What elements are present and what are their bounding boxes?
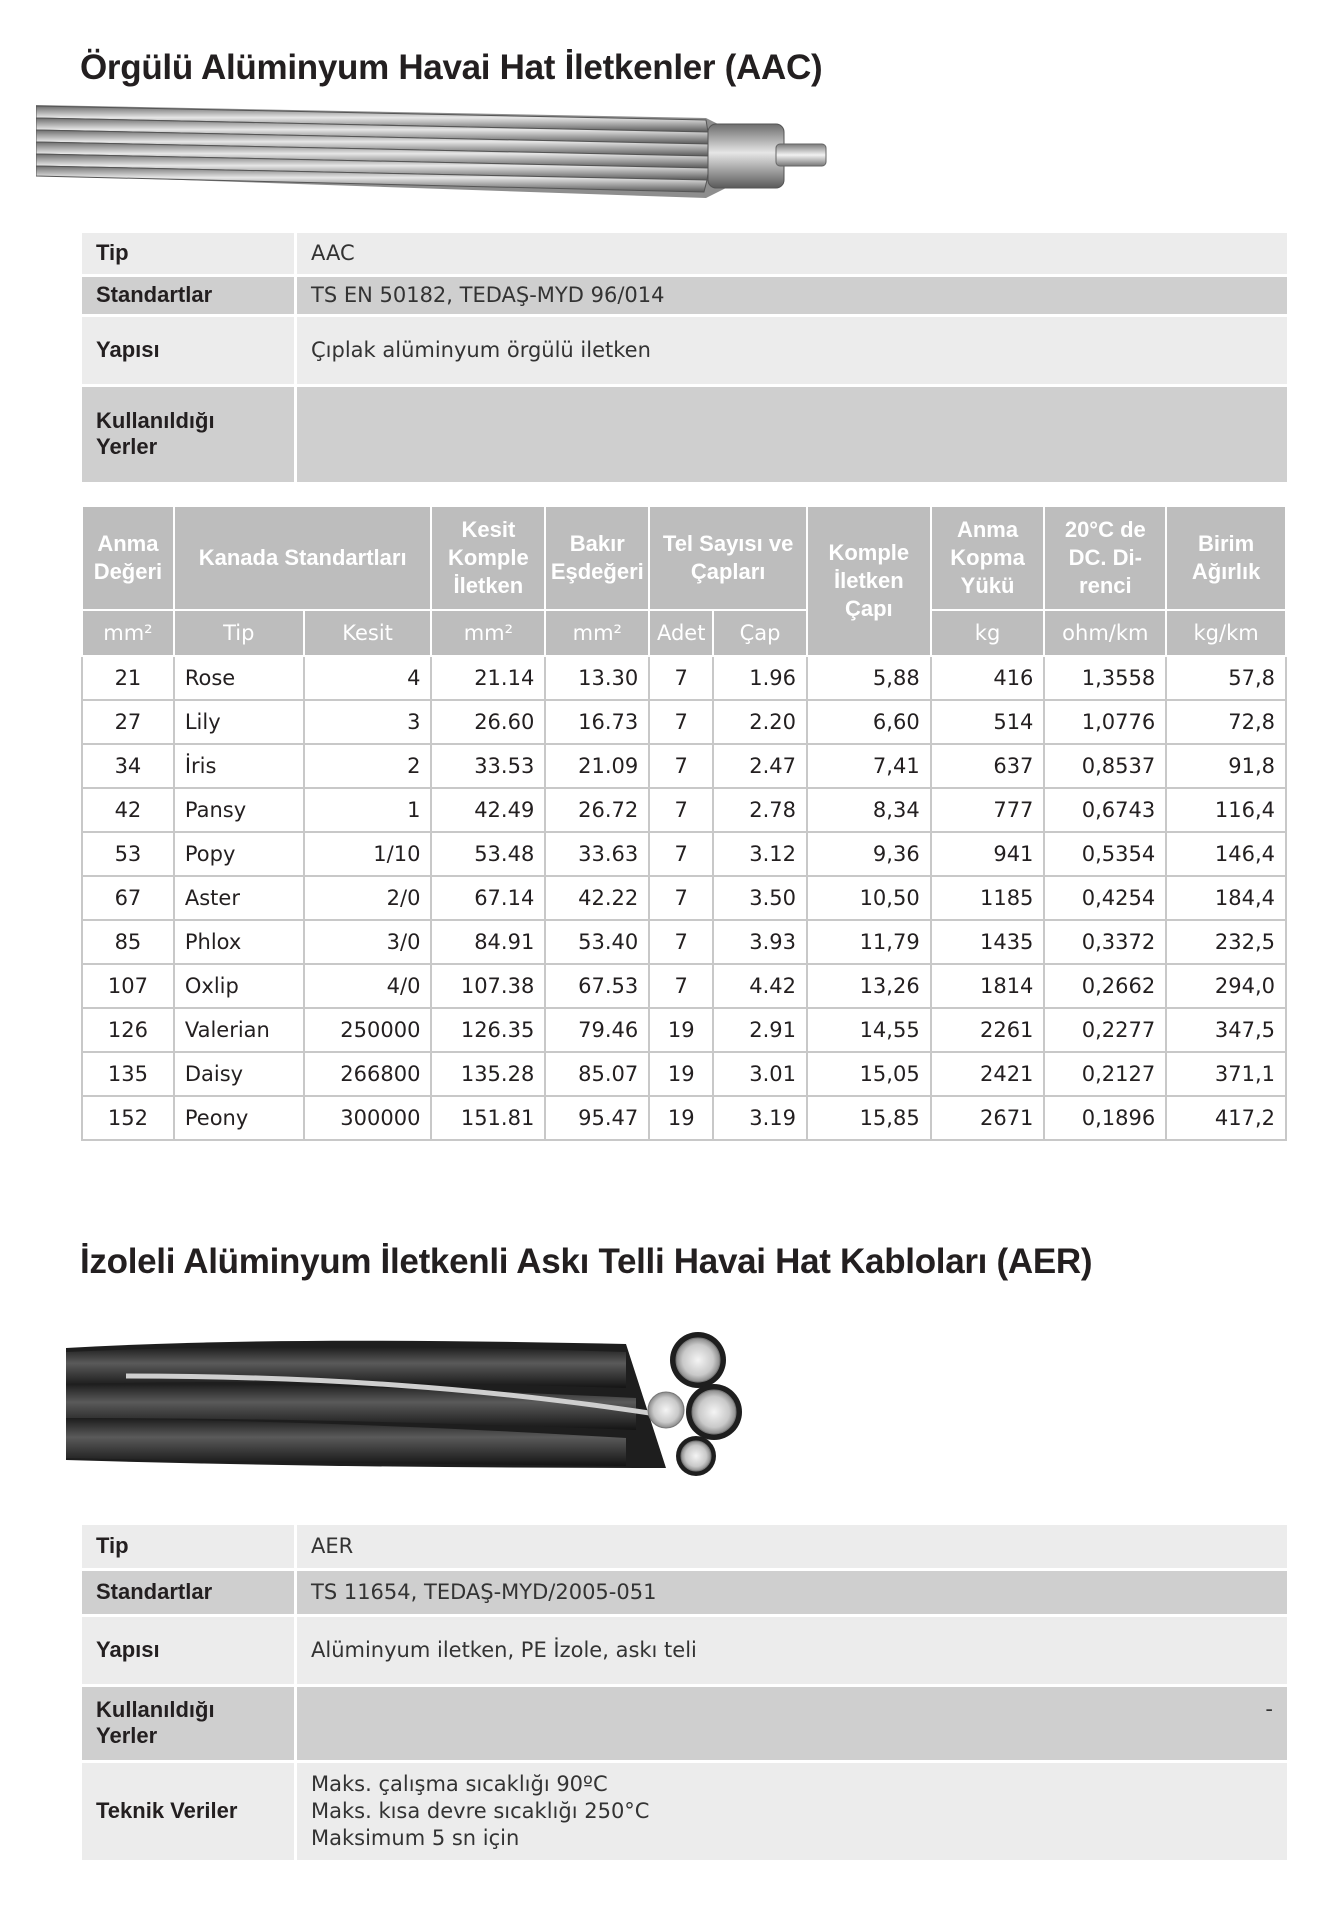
table-cell: Rose	[174, 656, 304, 700]
aer-info-value: TS 11654, TEDAŞ-MYD/2005-051	[296, 1569, 1288, 1615]
table-cell: Pansy	[174, 788, 304, 832]
table-row	[82, 1008, 1286, 1052]
table-cell: 7	[649, 788, 713, 832]
table-cell: 294,0	[1166, 964, 1286, 1008]
table-cell: 6,60	[807, 700, 931, 744]
table-cell: 34	[82, 744, 174, 788]
table-cell: 2/0	[304, 876, 432, 920]
aer-info-label: Teknik Veriler	[82, 1761, 296, 1861]
table-cell: 107.38	[431, 964, 545, 1008]
table-cell: 1435	[931, 920, 1045, 964]
table-cell: 0,8537	[1044, 744, 1166, 788]
table-cell: 0,4254	[1044, 876, 1166, 920]
table-cell: 16.73	[545, 700, 649, 744]
table-cell: 126.35	[431, 1008, 545, 1052]
table-cell: 300000	[304, 1096, 432, 1140]
tech-line: Maks. kısa devre sıcaklığı 250°C	[311, 1798, 650, 1823]
tech-line: Maksimum 5 sn için	[311, 1825, 520, 1850]
table-cell: 2421	[931, 1052, 1045, 1096]
table-cell: 0,2277	[1044, 1008, 1166, 1052]
header-kopma: Anma Kopma Yükü	[931, 506, 1045, 610]
table-cell: 53.40	[545, 920, 649, 964]
table-cell: 33.63	[545, 832, 649, 876]
table-row	[82, 744, 1286, 788]
unit-cell: Kesit	[304, 610, 432, 656]
aac-info-label: Tip	[82, 233, 296, 275]
table-cell: 85	[82, 920, 174, 964]
table-cell: 1814	[931, 964, 1045, 1008]
table-cell: 0,3372	[1044, 920, 1166, 964]
header-komple: Komple İletken Çapı	[807, 506, 931, 656]
unit-cell: Adet	[649, 610, 713, 656]
table-cell: 3.50	[713, 876, 807, 920]
table-cell: 11,79	[807, 920, 931, 964]
table-cell: 67	[82, 876, 174, 920]
table-cell: 135.28	[431, 1052, 545, 1096]
table-row	[82, 1096, 1286, 1140]
table-cell: 42	[82, 788, 174, 832]
table-cell: 347,5	[1166, 1008, 1286, 1052]
table-cell: 7	[649, 876, 713, 920]
aer-cable-image	[66, 1318, 756, 1478]
table-cell: Daisy	[174, 1052, 304, 1096]
table-cell: 42.49	[431, 788, 545, 832]
table-cell: 7	[649, 700, 713, 744]
table-row	[82, 700, 1286, 744]
table-cell: 5,88	[807, 656, 931, 700]
table-cell: 15,85	[807, 1096, 931, 1140]
table-cell: 7	[649, 964, 713, 1008]
table-cell: 7	[649, 920, 713, 964]
table-cell: 2.78	[713, 788, 807, 832]
table-row	[82, 920, 1286, 964]
table-cell: 0,5354	[1044, 832, 1166, 876]
table-cell: 152	[82, 1096, 174, 1140]
header-kanada: Kanada Standartları	[174, 506, 432, 610]
aac-cable-image	[36, 100, 856, 210]
table-cell: 126	[82, 1008, 174, 1052]
table-cell: 1185	[931, 876, 1045, 920]
table-cell: 0,1896	[1044, 1096, 1166, 1140]
table-cell: 266800	[304, 1052, 432, 1096]
table-cell: 21.14	[431, 656, 545, 700]
table-cell: 416	[931, 656, 1045, 700]
table-cell: 67.53	[545, 964, 649, 1008]
aer-title: İzoleli Alüminyum İletkenli Askı Telli Havai Hat Kabloları (AER)	[80, 1242, 1093, 1281]
table-cell: 91,8	[1166, 744, 1286, 788]
table-cell: 85.07	[545, 1052, 649, 1096]
table-cell: 0,2127	[1044, 1052, 1166, 1096]
table-cell: 2.20	[713, 700, 807, 744]
table-cell: 107	[82, 964, 174, 1008]
table-cell: 19	[649, 1008, 713, 1052]
unit-cell: ohm/km	[1044, 610, 1166, 656]
table-cell: 116,4	[1166, 788, 1286, 832]
aac-info-label: Yapısı	[82, 315, 296, 385]
table-row	[82, 1052, 1286, 1096]
table-cell: 95.47	[545, 1096, 649, 1140]
aac-info-value: AAC	[296, 233, 1288, 275]
aer-info-value: AER	[296, 1525, 1288, 1569]
table-cell: 7,41	[807, 744, 931, 788]
aer-info-label: Tip	[82, 1525, 296, 1569]
table-cell: 3.12	[713, 832, 807, 876]
table-cell: 84.91	[431, 920, 545, 964]
table-row	[82, 788, 1286, 832]
table-cell: İris	[174, 744, 304, 788]
table-cell: 637	[931, 744, 1045, 788]
table-cell: 135	[82, 1052, 174, 1096]
table-cell: 7	[649, 744, 713, 788]
table-cell: 21.09	[545, 744, 649, 788]
table-cell: Oxlip	[174, 964, 304, 1008]
table-cell: 417,2	[1166, 1096, 1286, 1140]
table-cell: 1,0776	[1044, 700, 1166, 744]
table-cell: 53.48	[431, 832, 545, 876]
header-bakir: Bakır Eşdeğeri	[545, 506, 649, 610]
table-cell: Aster	[174, 876, 304, 920]
table-cell: 15,05	[807, 1052, 931, 1096]
aac-info-table	[82, 233, 1287, 485]
header-agirlik: Birim Ağırlık	[1166, 506, 1286, 610]
aer-info-label: Standartlar	[82, 1569, 296, 1615]
table-cell: 7	[649, 656, 713, 700]
table-cell: 777	[931, 788, 1045, 832]
table-cell: 1.96	[713, 656, 807, 700]
table-cell: 4	[304, 656, 432, 700]
table-cell: 2671	[931, 1096, 1045, 1140]
unit-cell: mm²	[431, 610, 545, 656]
aer-info-value: Alüminyum iletken, PE İzole, askı teli	[296, 1615, 1288, 1685]
aac-info-label: Kullanıldığı Yerler	[82, 385, 296, 483]
table-cell: 3	[304, 700, 432, 744]
aer-info-table	[82, 1525, 1287, 1863]
table-cell: 3.93	[713, 920, 807, 964]
header-direnc: 20°C de DC. Di-renci	[1044, 506, 1166, 610]
table-cell: Lily	[174, 700, 304, 744]
aer-info-label: Yapısı	[82, 1615, 296, 1685]
aac-info-value: Çıplak alüminyum örgülü iletken	[296, 315, 1288, 385]
table-cell: 67.14	[431, 876, 545, 920]
unit-cell: Çap	[713, 610, 807, 656]
table-cell: 3/0	[304, 920, 432, 964]
table-cell: 10,50	[807, 876, 931, 920]
table-cell: 151.81	[431, 1096, 545, 1140]
aac-title: Örgülü Alüminyum Havai Hat İletkenler (AAC)	[80, 48, 823, 87]
unit-cell: kg/km	[1166, 610, 1286, 656]
tech-line: Maks. çalışma sıcaklığı 90ºC	[311, 1771, 608, 1796]
aac-info-value: TS EN 50182, TEDAŞ-MYD 96/014	[296, 275, 1288, 315]
unit-cell: mm²	[82, 610, 174, 656]
table-cell: 33.53	[431, 744, 545, 788]
aac-info-label: Standartlar	[82, 275, 296, 315]
table-cell: 13,26	[807, 964, 931, 1008]
table-cell: Phlox	[174, 920, 304, 964]
table-cell: 2261	[931, 1008, 1045, 1052]
table-cell: 2	[304, 744, 432, 788]
table-cell: Popy	[174, 832, 304, 876]
table-cell: 14,55	[807, 1008, 931, 1052]
table-cell: 4/0	[304, 964, 432, 1008]
header-anma: Anma Değeri	[82, 506, 174, 610]
table-cell: 1	[304, 788, 432, 832]
table-cell: 250000	[304, 1008, 432, 1052]
table-cell: 19	[649, 1096, 713, 1140]
aac-info-value	[296, 385, 1288, 483]
table-row	[82, 964, 1286, 1008]
table-cell: Peony	[174, 1096, 304, 1140]
table-cell: 7	[649, 832, 713, 876]
header-tel: Tel Sayısı ve Çapları	[649, 506, 807, 610]
table-row	[82, 832, 1286, 876]
table-cell: 146,4	[1166, 832, 1286, 876]
table-cell: 9,36	[807, 832, 931, 876]
table-cell: 57,8	[1166, 656, 1286, 700]
aer-info-value	[296, 1761, 1288, 1861]
unit-cell: kg	[931, 610, 1045, 656]
table-cell: Valerian	[174, 1008, 304, 1052]
table-cell: 0,6743	[1044, 788, 1166, 832]
table-cell: 8,34	[807, 788, 931, 832]
table-cell: 371,1	[1166, 1052, 1286, 1096]
table-cell: 4.42	[713, 964, 807, 1008]
header-kesit: Kesit Komple İletken	[431, 506, 545, 610]
table-cell: 27	[82, 700, 174, 744]
table-cell: 21	[82, 656, 174, 700]
table-cell: 72,8	[1166, 700, 1286, 744]
table-cell: 3.01	[713, 1052, 807, 1096]
table-cell: 0,2662	[1044, 964, 1166, 1008]
aac-spec-table	[81, 505, 1287, 1141]
table-cell: 26.60	[431, 700, 545, 744]
table-cell: 26.72	[545, 788, 649, 832]
table-row	[82, 876, 1286, 920]
aer-info-value: -	[296, 1685, 1288, 1761]
table-row	[82, 656, 1286, 700]
unit-cell: Tip	[174, 610, 304, 656]
table-cell: 1,3558	[1044, 656, 1166, 700]
table-cell: 19	[649, 1052, 713, 1096]
table-cell: 42.22	[545, 876, 649, 920]
table-cell: 53	[82, 832, 174, 876]
table-cell: 13.30	[545, 656, 649, 700]
table-cell: 2.91	[713, 1008, 807, 1052]
table-cell: 2.47	[713, 744, 807, 788]
table-cell: 79.46	[545, 1008, 649, 1052]
table-cell: 184,4	[1166, 876, 1286, 920]
aer-info-label: Kullanıldığı Yerler	[82, 1685, 296, 1761]
table-cell: 514	[931, 700, 1045, 744]
table-cell: 1/10	[304, 832, 432, 876]
unit-cell: mm²	[545, 610, 649, 656]
table-cell: 232,5	[1166, 920, 1286, 964]
table-cell: 941	[931, 832, 1045, 876]
table-cell: 3.19	[713, 1096, 807, 1140]
